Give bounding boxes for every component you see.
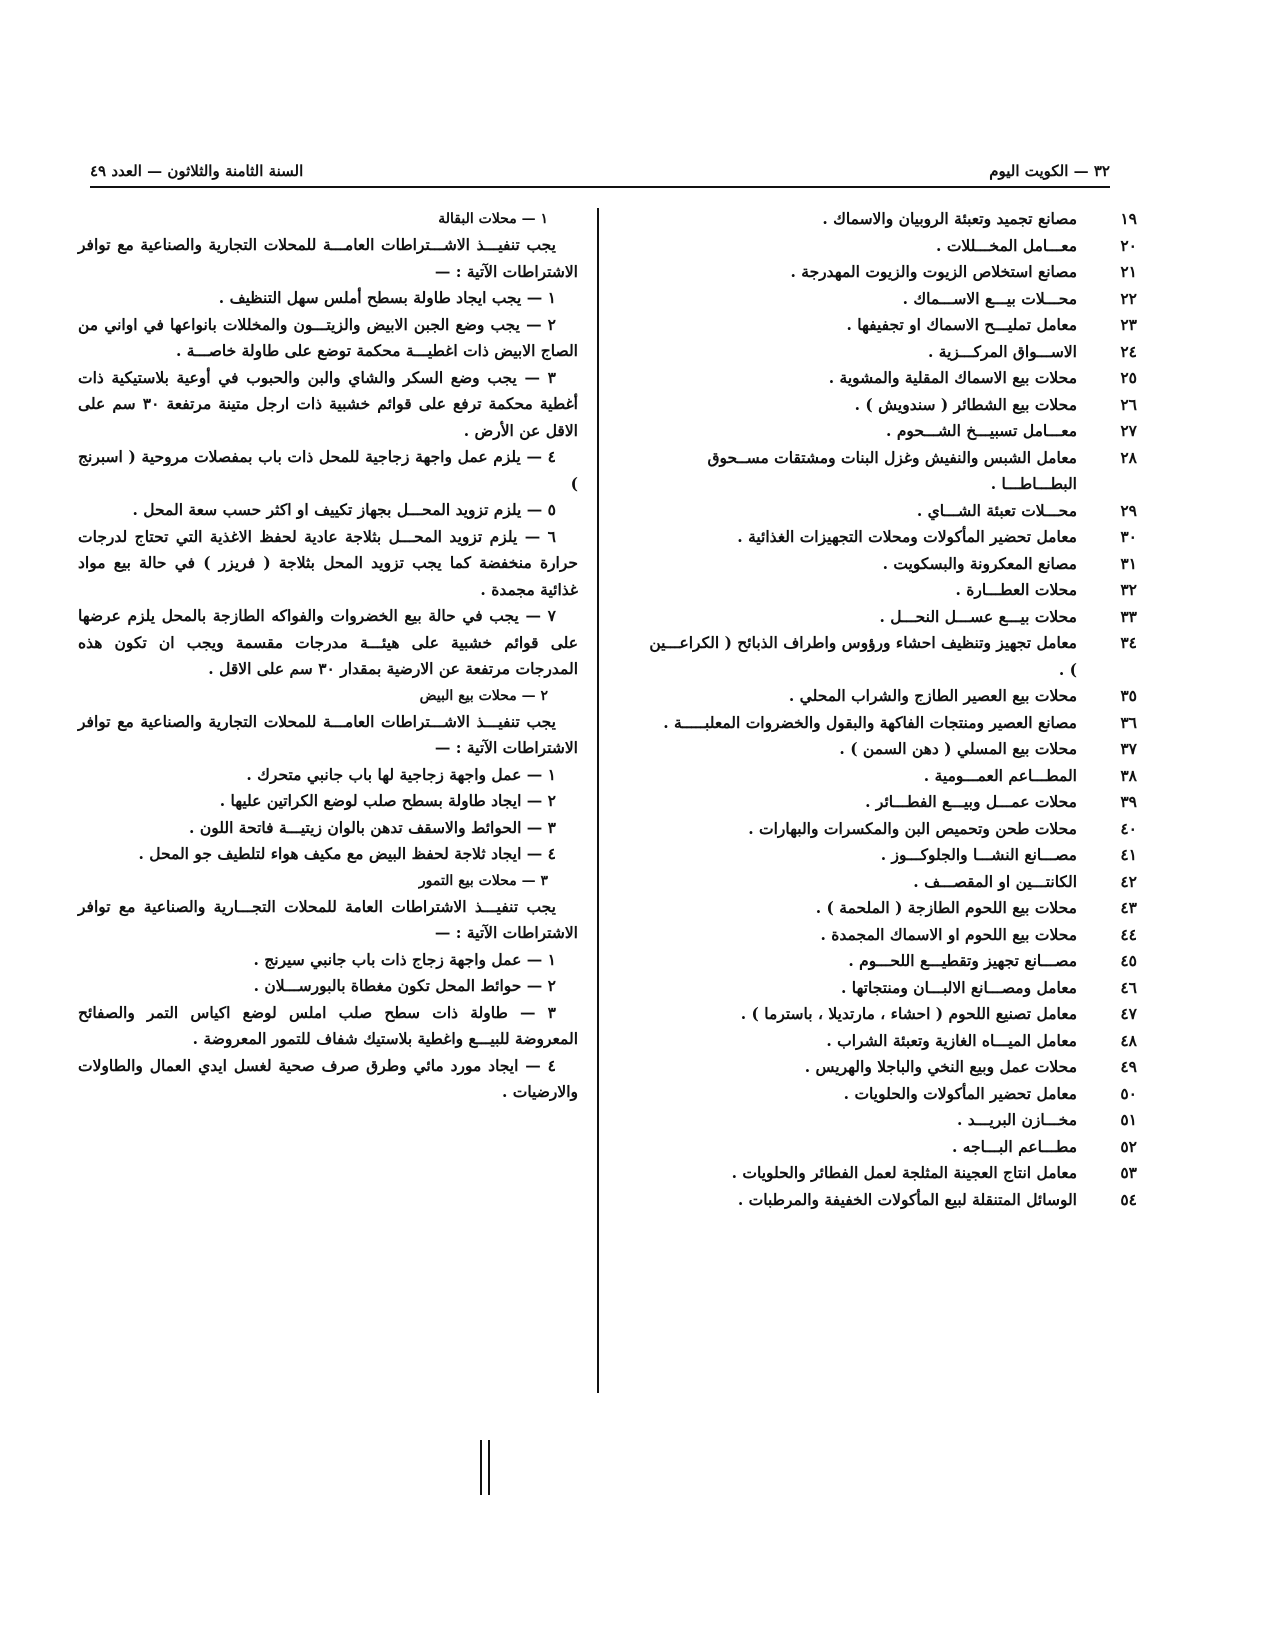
list-item-text: معامل تصنيع اللحوم ( احشاء ، مارتديلا ، باسترما ) . <box>740 1004 1077 1023</box>
list-item-number: ٤٩ <box>1120 1057 1137 1076</box>
list-item-number: ٥٣ <box>1120 1163 1137 1182</box>
section-title: ٣ — محلات بيع التمور <box>418 872 548 889</box>
page-header <box>90 162 1110 188</box>
section-title: ٢ — محلات بيع البيض <box>419 687 548 704</box>
list-item-text: محلات بيع اللحوم او الاسماك المجمدة . <box>820 924 1077 944</box>
list-item <box>642 948 1147 975</box>
header-page-title: ٣٢ — الكويت اليوم <box>989 162 1110 180</box>
list-item-number: ٣١ <box>1120 553 1137 573</box>
list-item-number: ٢٩ <box>1120 500 1137 520</box>
list-item-text: محـــلات تعبئة الشـــاي . <box>916 500 1077 520</box>
list-item-text: معامل الشبس والنفيش وغزل البنات ومشتقات مســحوق البطـــاطـــا . <box>707 447 1077 493</box>
list-item-text: معامل الميـــاه الغازية وتعبئة الشراب . <box>826 1030 1077 1050</box>
condition-item: ٢ — حوائط المحل تكون مغطاة بالبورســـلان . <box>253 976 556 995</box>
list-item-text: مطـــاعم البـــاجه . <box>951 1136 1077 1156</box>
right-column-list <box>642 206 1147 1213</box>
list-item-text: معامل تحضير المأكولات والحلويات . <box>843 1083 1077 1103</box>
list-item-text: محـــلات بيـــع الاســـماك . <box>902 288 1077 308</box>
list-item-number: ٤٨ <box>1120 1030 1137 1050</box>
list-item-text: محلات بيع اللحوم الطازجة ( الملحمة ) . <box>815 898 1077 917</box>
list-item-text: معامل تحضير المأكولات ومحلات التجهيزات الغذائية . <box>737 527 1077 546</box>
list-item <box>642 233 1147 260</box>
section-intro: يجب تنفيـــذ الاشـــتراطات العامـــة للمحلات التجارية والصناعية مع توافر الاشتراطات الآتية : — <box>78 711 578 757</box>
list-item <box>642 816 1147 843</box>
list-item-number: ٥١ <box>1120 1110 1137 1129</box>
list-item-number: ٢٦ <box>1120 394 1137 414</box>
list-item-number: ٢٥ <box>1120 368 1137 387</box>
condition-item: ٢ — ايجاد طاولة بسطح صلب لوضع الكراتين عليها . <box>219 791 556 810</box>
list-item-number: ٢٠ <box>1120 235 1137 255</box>
list-item-text: محلات بيـــع عســـل النحـــل . <box>879 606 1077 626</box>
condition-item: ٤ — ايجاد ثلاجة لحفظ البيض مع مكيف هواء لتلطيف جو المحل . <box>138 844 556 863</box>
list-item-number: ٢٢ <box>1120 288 1137 308</box>
list-item <box>642 392 1147 419</box>
list-item <box>642 975 1147 1002</box>
list-item-number: ٣٨ <box>1120 765 1137 785</box>
list-item <box>642 895 1147 922</box>
list-item <box>642 498 1147 525</box>
list-item <box>642 1054 1147 1081</box>
list-item-number: ٥٢ <box>1120 1136 1137 1156</box>
list-item <box>642 259 1147 286</box>
list-item <box>642 683 1147 710</box>
list-item <box>642 630 1147 683</box>
list-item-text: مصـــانع النشـــا والجلوكـــوز . <box>880 845 1077 864</box>
list-item-number: ٤٧ <box>1120 1004 1137 1023</box>
list-item-number: ٣٣ <box>1120 606 1137 626</box>
list-item-text: مصانع العصير ومنتجات الفاكهة والبقول والخضروات المعلبـــــة . <box>663 712 1077 732</box>
list-item <box>642 445 1147 498</box>
list-item <box>642 1107 1147 1134</box>
list-item <box>642 206 1147 233</box>
list-item <box>642 736 1147 763</box>
condition-item: ٢ — يجب وضع الجبن الابيض والزيتـــون والمخللات بانواعها في اواني من الصاج الابيض ذات اغطيـــة محكمة توضع على طاولة خاصـــة . <box>78 314 578 360</box>
list-item <box>642 365 1147 392</box>
header-issue-info: السنة الثامنة والثلاثون — العدد ٤٩ <box>90 162 304 180</box>
list-item-number: ٣٧ <box>1120 739 1137 758</box>
condition-item: ٣ — الحوائط والاسقف تدهن بالوان زيتيـــة فاتحة اللون . <box>189 817 556 837</box>
list-item <box>642 1001 1147 1028</box>
section-dates <box>78 868 578 1106</box>
list-item <box>642 524 1147 551</box>
list-item-text: معامل تمليـــح الاسماك او تجفيفها . <box>846 315 1077 334</box>
list-item-text: معامل تجهيز وتنظيف احشاء ورؤوس واطراف الذبائح ( الكراعـــين ) . <box>649 633 1077 679</box>
condition-item: ١ — عمل واجهة زجاج ذات باب جانبي سيرنج . <box>253 949 556 969</box>
list-item-text: محلات بيع العصير الطازج والشراب المحلي . <box>788 686 1077 705</box>
list-item-number: ٢٨ <box>1120 447 1137 467</box>
section-intro: يجب تنفيـــذ الاشـــتراطات العامـــة للمحلات التجارية والصناعية مع توافر الاشتراطات الآتية : — <box>78 235 578 281</box>
list-item-text: معـــامل تسبيـــخ الشـــحوم . <box>886 421 1077 440</box>
list-item <box>642 551 1147 578</box>
list-item-text: محلات بيع الشطائر ( سندويش ) . <box>854 394 1077 414</box>
list-item <box>642 604 1147 631</box>
list-item-text: مخـــازن البريـــد . <box>956 1110 1077 1129</box>
condition-item: ٣ — يجب وضع السكر والشاي والبن والحبوب في أوعية بلاستيكية ذات أغطية محكمة ترفع على قوائم خشبية ذات ارجل متينة مرتفعة ٣٠ سم على الاقل عن الأرض . <box>78 367 578 440</box>
list-item-number: ٥٠ <box>1120 1083 1137 1103</box>
list-item-number: ٢٣ <box>1120 315 1137 334</box>
condition-item: ١ — عمل واجهة زجاجية لها باب جانبي متحرك . <box>246 764 556 784</box>
list-item-number: ١٩ <box>1120 209 1137 228</box>
binding-mark <box>480 1440 490 1495</box>
list-item-text: معـــامل المخـــللات . <box>936 235 1077 255</box>
condition-item: ١ — يجب ايجاد طاولة بسطح أملس سهل التنظيف . <box>218 288 556 307</box>
list-item-number: ٤٥ <box>1120 951 1137 970</box>
list-item-number: ٣٢ <box>1120 580 1137 599</box>
list-item-text: الاســـواق المركـــزية . <box>927 341 1077 361</box>
list-item-text: مصانع استخلاص الزيوت والزيوت المهدرجة . <box>790 262 1077 281</box>
list-item <box>642 339 1147 366</box>
list-item <box>642 922 1147 949</box>
list-item <box>642 842 1147 869</box>
list-item-text: مصانع تجميد وتعبئة الروبيان والاسماك . <box>822 209 1077 228</box>
list-item-text: معامل ومصـــانع الالبـــان ومنتجاتها . <box>841 977 1077 997</box>
list-item-number: ٤٢ <box>1120 871 1137 891</box>
condition-item: ٤ — ايجاد مورد مائي وطرق صرف صحية لغسل ايدي العمال والطاولات والارضيات . <box>78 1055 578 1101</box>
list-item-number: ٢٧ <box>1120 421 1137 440</box>
list-item <box>642 418 1147 445</box>
left-column <box>78 206 578 1106</box>
list-item <box>642 312 1147 339</box>
list-item <box>642 1160 1147 1187</box>
list-item-text: محلات العطـــارة . <box>955 580 1077 599</box>
list-item-number: ٤٤ <box>1120 924 1137 944</box>
list-item-text: الوسائل المتنقلة لبيع المأكولات الخفيفة والمرطبات . <box>737 1189 1077 1209</box>
list-item-number: ٢٤ <box>1120 341 1137 361</box>
list-item <box>642 869 1147 896</box>
list-item-text: محلات طحن وتحميص البن والمكسرات والبهارات . <box>748 818 1077 838</box>
column-divider <box>597 208 599 1393</box>
list-item-number: ٣٩ <box>1120 792 1137 811</box>
list-item-number: ٣٠ <box>1120 527 1137 546</box>
condition-item: ٦ — يلزم تزويد المحـــل بثلاجة عادية لحفظ الاغذية التي تحتاج لدرجات حرارة منخفضة كما يجب تزويد المحل بثلاجة ( فريزر ) في حالة بيع مواد غذائية مجمدة . <box>78 526 578 599</box>
list-item <box>642 763 1147 790</box>
list-item <box>642 1187 1147 1214</box>
list-item-text: محلات بيع المسلي ( دهن السمن ) . <box>839 739 1077 758</box>
list-item-text: محلات بيع الاسماك المقلية والمشوية . <box>828 368 1077 387</box>
list-item-number: ٥٤ <box>1120 1189 1137 1209</box>
list-item <box>642 1081 1147 1108</box>
list-item-number: ٣٤ <box>1120 633 1137 652</box>
condition-item: ٣ — طاولة ذات سطح صلب املس لوضع اكياس التمر والصفائح المعروضة للبيـــع واغطية بلاستيك شفاف للتمور المعروضة . <box>78 1002 578 1048</box>
list-item-text: مصـــانع تجهيز وتقطيـــع اللحـــوم . <box>848 951 1077 970</box>
section-intro: يجب تنفيـــذ الاشتراطات العامة للمحلات التجـــارية والصناعية مع توافر الاشتراطات الآتية : — <box>78 896 578 942</box>
condition-item: ٤ — يلزم عمل واجهة زجاجية للمحل ذات باب بمفصلات مروحية ( اسبرنج ) <box>78 447 578 493</box>
list-item <box>642 1028 1147 1055</box>
section-title: ١ — محلات البقالة <box>438 211 548 227</box>
list-item-text: محلات عمل وبيع النخي والباجلا والهريس . <box>804 1057 1077 1076</box>
list-item <box>642 577 1147 604</box>
list-item-text: الكانتـــين او المقصـــف . <box>913 871 1077 891</box>
list-item <box>642 789 1147 816</box>
list-item-number: ٤٣ <box>1120 898 1137 917</box>
list-item-text: المطـــاعم العمـــومية . <box>923 765 1077 785</box>
list-item-text: محلات عمـــل وبيـــع الفطـــائر . <box>865 792 1077 811</box>
list-item-number: ٤١ <box>1120 845 1137 864</box>
list-item <box>642 1134 1147 1161</box>
list-item-text: معامل انتاج العجينة المثلجة لعمل الفطائر والحلويات . <box>731 1163 1077 1182</box>
section-grocery <box>78 206 578 683</box>
list-item <box>642 286 1147 313</box>
condition-item: ٧ — يجب في حالة بيع الخضروات والفواكه الطازجة بالمحل يلزم عرضها على قوائم خشبية على هيئـــة مدرجات مقسمة ويجب ان تكون هذه المدرجات مرتفعة عن الارضية بمقدار ٣٠ سم على الاقل . <box>78 606 578 678</box>
list-item-number: ٤٠ <box>1120 818 1137 838</box>
list-item-number: ٤٦ <box>1120 977 1137 997</box>
list-item-number: ٢١ <box>1120 262 1137 281</box>
condition-item: ٥ — يلزم تزويد المحـــل بجهاز تكييف او اكثر حسب سعة المحل . <box>132 500 556 519</box>
section-eggs <box>78 683 578 868</box>
list-item-number: ٣٦ <box>1120 712 1137 732</box>
list-item <box>642 710 1147 737</box>
list-item-text: مصانع المعكرونة والبسكويت . <box>882 553 1077 573</box>
list-item-number: ٣٥ <box>1120 686 1137 705</box>
